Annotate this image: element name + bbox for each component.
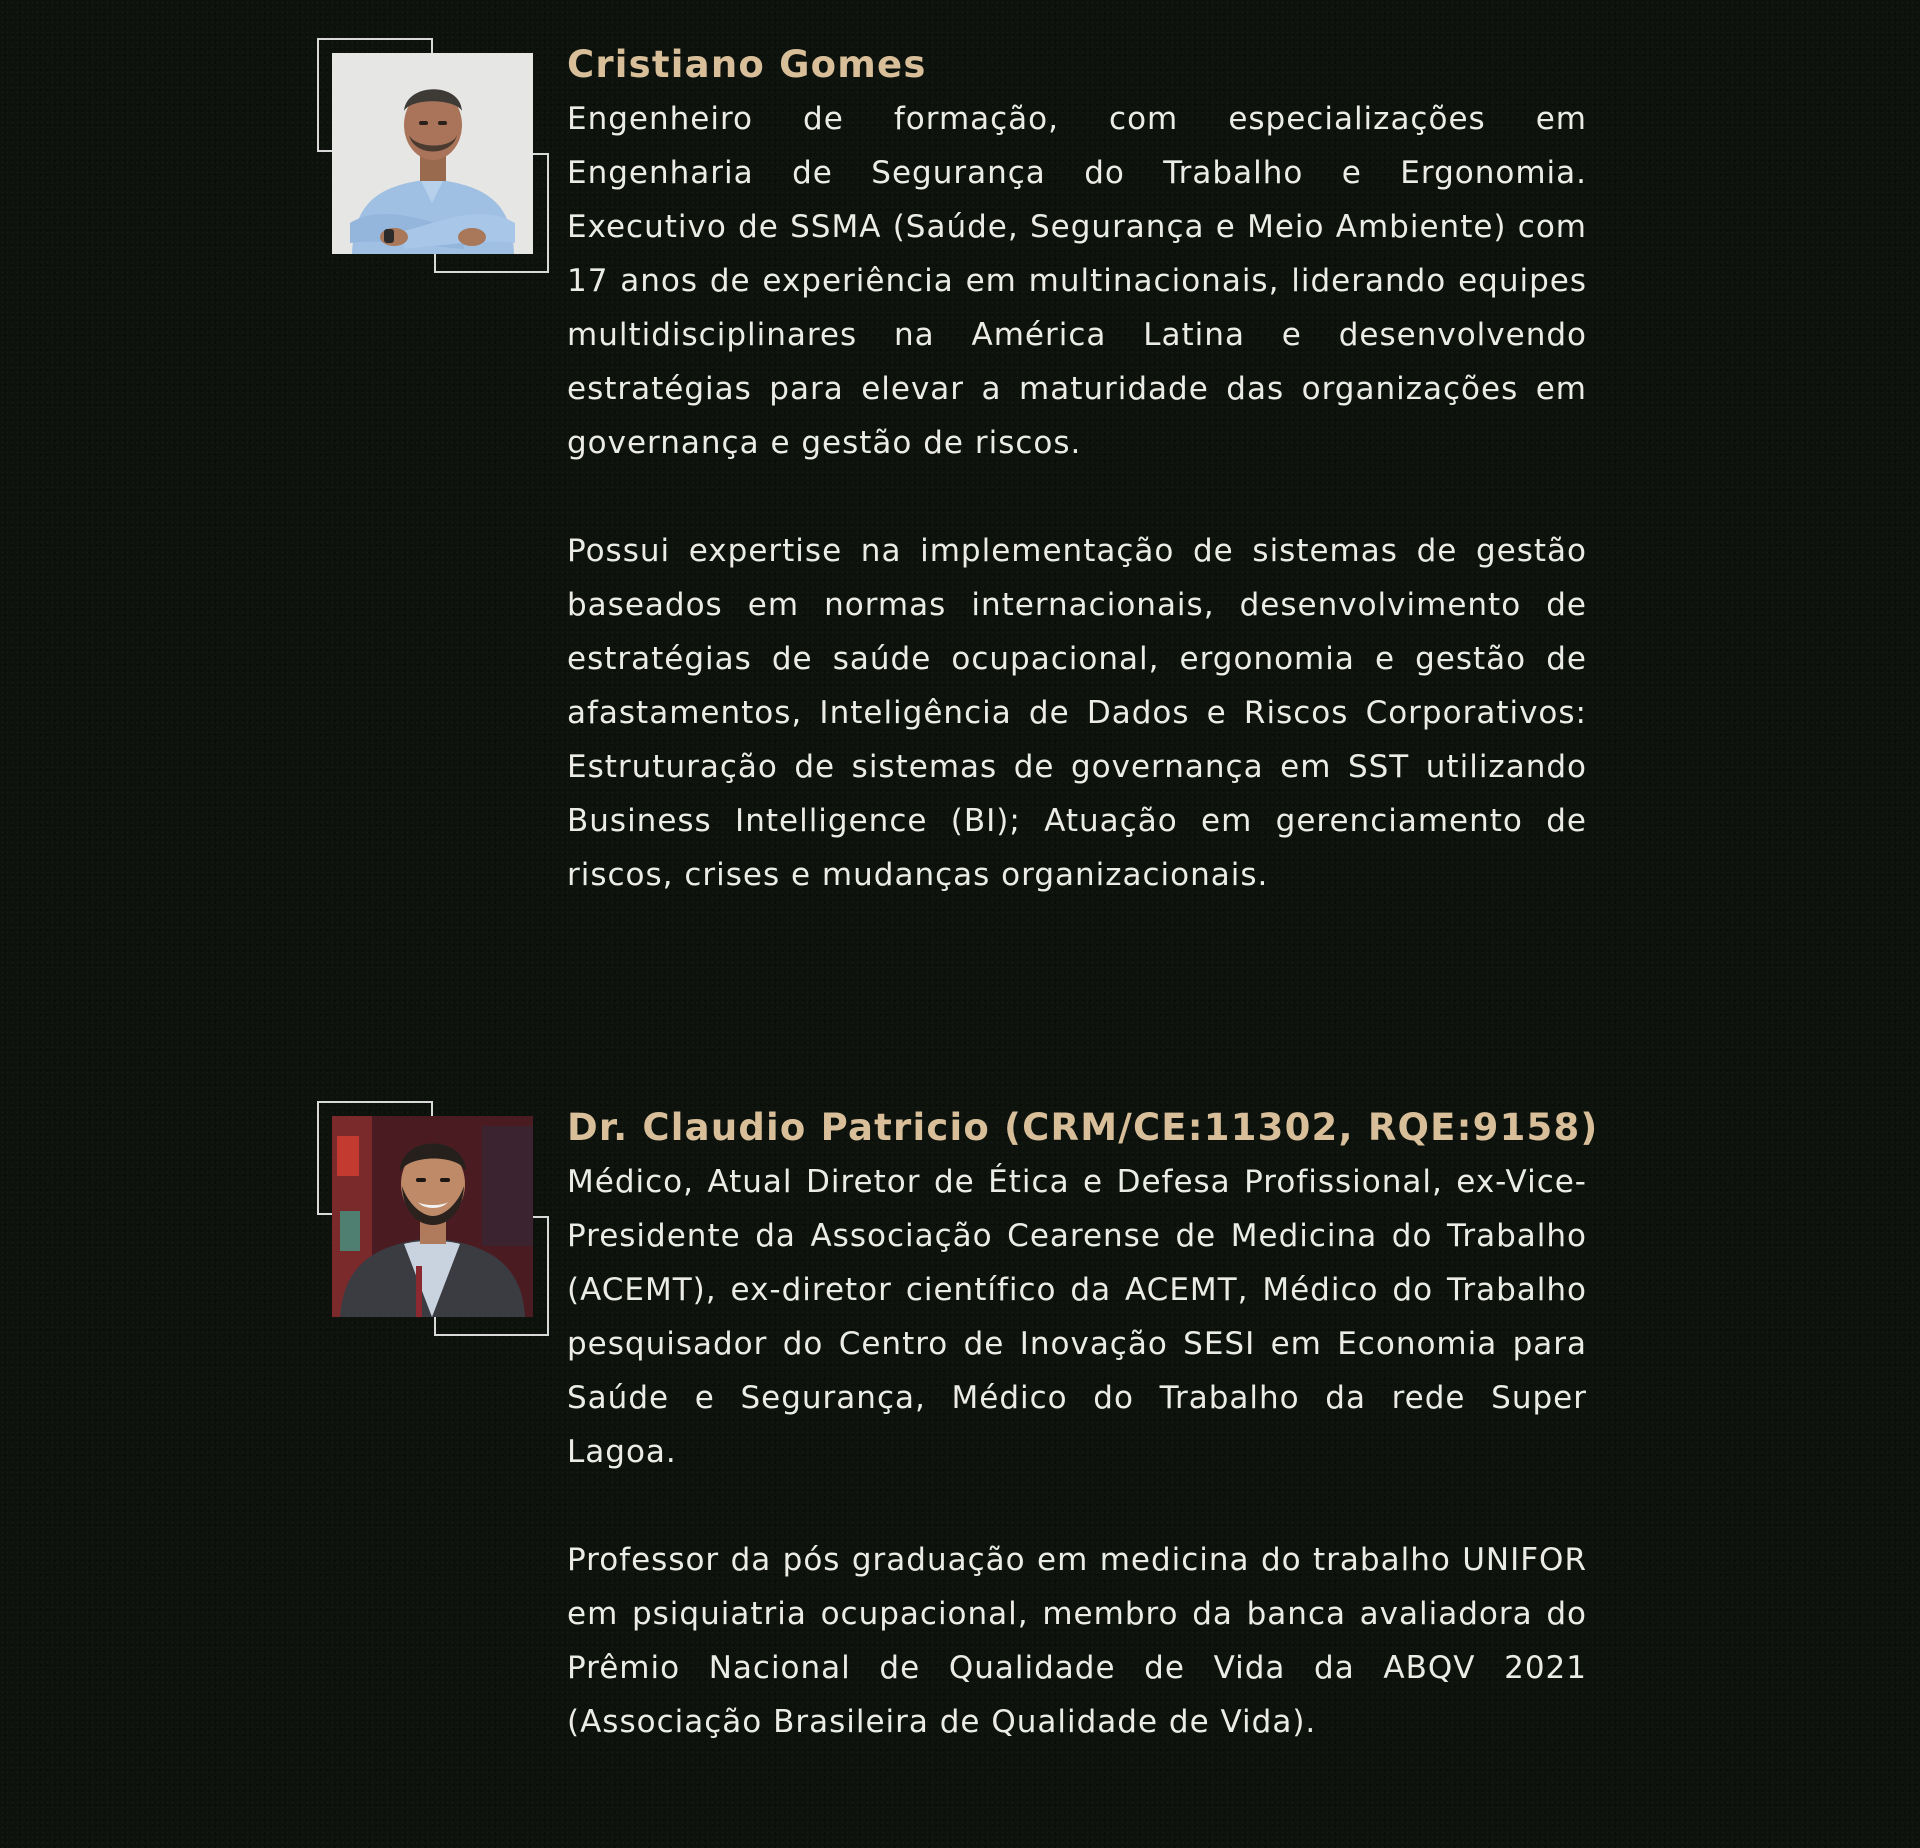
speaker-photo xyxy=(332,1116,533,1317)
photo-frame xyxy=(317,1101,549,1336)
bio-paragraph: Médico, Atual Diretor de Ética e Defesa Profissional, ex-Vice-Presidente da Associação Cearense de Medicina do Trabalho (ACEMT), ex-diretor científico da ACEMT, Médico do Trabalho pesquisador do Centro de Inovação SESI em Economia para Saúde e Segurança, Médico do Trabalho da rede Super Lagoa. xyxy=(567,1164,1587,1470)
speaker-photo xyxy=(332,53,533,254)
photo-frame xyxy=(317,38,549,273)
speaker-bio xyxy=(567,38,1587,902)
bio-paragraph: Engenheiro de formação, com especializações em Engenharia de Segurança do Trabalho e Ergonomia. Executivo de SSMA (Saúde, Segurança e Meio Ambiente) com 17 anos de experiência em multinacionais, liderando equipes multidisciplinares na América Latina e desenvolvendo estratégias para elevar a maturidade das organizações em governança e gestão de riscos. xyxy=(567,101,1587,461)
speaker-name: Cristiano Gomes xyxy=(567,43,927,86)
bio-paragraph: Possui expertise na implementação de sistemas de gestão baseados em normas internacionais, desenvolvimento de estratégias de saúde ocupacional, ergonomia e gestão de afastamentos, Inteligência de Dados e Riscos Corporativos: Estruturação de sistemas de governança em SST utilizando Business Intelligence (BI); Atuação em gerenciamento de riscos, crises e mudanças organizacionais. xyxy=(567,533,1587,893)
speaker-bio xyxy=(567,1101,1599,1749)
bio-paragraph: Professor da pós graduação em medicina do trabalho UNIFOR em psiquiatria ocupacional, membro da banca avaliadora do Prêmio Nacional de Qualidade de Vida da ABQV 2021 (Associação Brasileira de Qualidade de Vida). xyxy=(567,1542,1587,1740)
speaker-name: Dr. Claudio Patricio (CRM/CE:11302, RQE:9158) xyxy=(567,1106,1599,1149)
